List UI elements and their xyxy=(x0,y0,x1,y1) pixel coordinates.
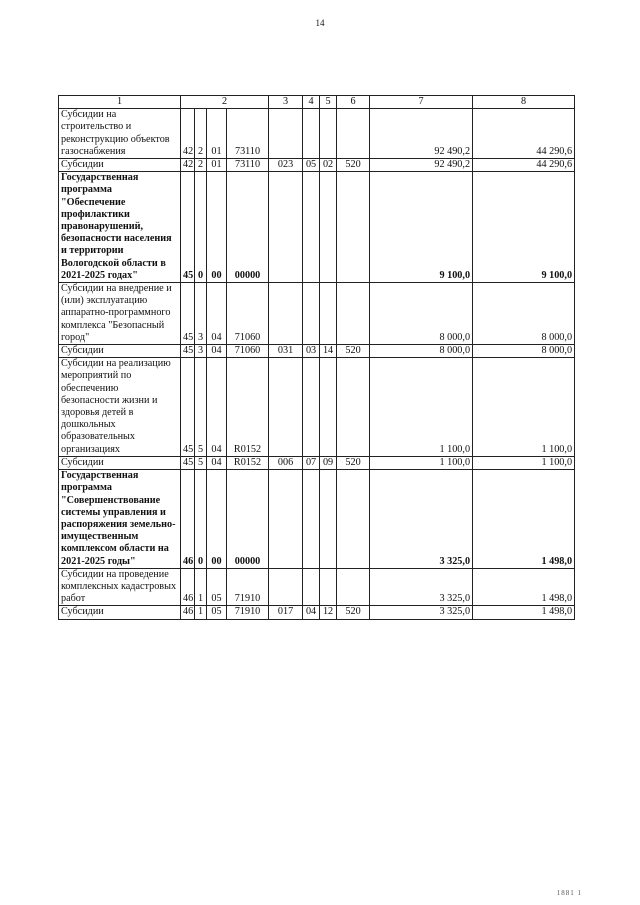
col7-amount-cell: 1 100,0 xyxy=(370,456,473,469)
code-direction-cell: 73110 xyxy=(227,109,269,159)
col8-amount-cell: 9 100,0 xyxy=(473,172,575,283)
col3-cell: 017 xyxy=(269,606,303,619)
col4-cell xyxy=(303,283,320,345)
code-item-cell: 04 xyxy=(207,283,227,345)
col8-amount-cell: 1 498,0 xyxy=(473,470,575,569)
code-subprogram-cell: 1 xyxy=(195,568,207,606)
col6-cell xyxy=(337,568,370,606)
table-row xyxy=(59,606,575,619)
code-item-cell: 01 xyxy=(207,159,227,172)
col3-cell xyxy=(269,358,303,457)
row-name-cell: Субсидии xyxy=(59,159,181,172)
code-direction-cell: 71910 xyxy=(227,568,269,606)
table-row xyxy=(59,172,575,283)
header-cell-2: 2 xyxy=(181,96,269,109)
code-program-cell: 45 xyxy=(181,358,195,457)
table-body xyxy=(59,96,575,620)
code-direction-cell: 00000 xyxy=(227,470,269,569)
col8-amount-cell: 8 000,0 xyxy=(473,283,575,345)
col8-amount-cell: 1 498,0 xyxy=(473,606,575,619)
col8-amount-cell: 8 000,0 xyxy=(473,345,575,358)
col5-cell xyxy=(320,283,337,345)
header-cell-3: 3 xyxy=(269,96,303,109)
code-subprogram-cell: 3 xyxy=(195,345,207,358)
code-program-cell: 45 xyxy=(181,172,195,283)
col8-amount-cell: 44 290,6 xyxy=(473,159,575,172)
footer-mark: 1881 1 xyxy=(556,889,582,897)
code-direction-cell: 71060 xyxy=(227,345,269,358)
col3-cell xyxy=(269,568,303,606)
col4-cell: 05 xyxy=(303,159,320,172)
code-item-cell: 04 xyxy=(207,358,227,457)
col7-amount-cell: 9 100,0 xyxy=(370,172,473,283)
header-cell-8: 8 xyxy=(473,96,575,109)
col7-amount-cell: 92 490,2 xyxy=(370,159,473,172)
col8-amount-cell: 1 100,0 xyxy=(473,456,575,469)
code-subprogram-cell: 5 xyxy=(195,358,207,457)
col3-cell: 023 xyxy=(269,159,303,172)
header-cell-6: 6 xyxy=(337,96,370,109)
col4-cell xyxy=(303,172,320,283)
col6-cell xyxy=(337,470,370,569)
col7-amount-cell: 3 325,0 xyxy=(370,470,473,569)
col4-cell xyxy=(303,109,320,159)
col3-cell xyxy=(269,283,303,345)
col3-cell xyxy=(269,470,303,569)
code-direction-cell: 73110 xyxy=(227,159,269,172)
row-name-cell: Субсидии на внедрение и (или) эксплуатацию аппаратно-программного комплекса "Безопасный город" xyxy=(59,283,181,345)
col7-amount-cell: 3 325,0 xyxy=(370,606,473,619)
col5-cell: 02 xyxy=(320,159,337,172)
code-program-cell: 42 xyxy=(181,109,195,159)
col4-cell: 07 xyxy=(303,456,320,469)
col8-amount-cell: 44 290,6 xyxy=(473,109,575,159)
code-item-cell: 05 xyxy=(207,606,227,619)
code-subprogram-cell: 1 xyxy=(195,606,207,619)
col5-cell xyxy=(320,568,337,606)
code-item-cell: 05 xyxy=(207,568,227,606)
col5-cell xyxy=(320,172,337,283)
header-cell-7: 7 xyxy=(370,96,473,109)
col4-cell: 03 xyxy=(303,345,320,358)
table-row xyxy=(59,159,575,172)
table-row xyxy=(59,358,575,457)
header-row xyxy=(59,96,575,109)
budget-table xyxy=(58,95,575,620)
col6-cell xyxy=(337,283,370,345)
table-row xyxy=(59,470,575,569)
col7-amount-cell: 8 000,0 xyxy=(370,345,473,358)
header-cell-1: 1 xyxy=(59,96,181,109)
code-program-cell: 46 xyxy=(181,568,195,606)
code-item-cell: 04 xyxy=(207,456,227,469)
table-row xyxy=(59,456,575,469)
col4-cell xyxy=(303,470,320,569)
col7-amount-cell: 92 490,2 xyxy=(370,109,473,159)
code-direction-cell: 00000 xyxy=(227,172,269,283)
table-row xyxy=(59,283,575,345)
code-item-cell: 01 xyxy=(207,109,227,159)
row-name-cell: Субсидии на реализацию мероприятий по обеспечению безопасности жизни и здоровья детей в дошкольных образовательных организациях xyxy=(59,358,181,457)
code-item-cell: 04 xyxy=(207,345,227,358)
row-name-cell: Субсидии xyxy=(59,456,181,469)
col3-cell: 006 xyxy=(269,456,303,469)
col6-cell: 520 xyxy=(337,456,370,469)
page-number: 14 xyxy=(315,18,325,28)
col5-cell: 14 xyxy=(320,345,337,358)
row-name-cell: Субсидии xyxy=(59,345,181,358)
col8-amount-cell: 1 498,0 xyxy=(473,568,575,606)
col8-amount-cell: 1 100,0 xyxy=(473,358,575,457)
header-cell-5: 5 xyxy=(320,96,337,109)
col6-cell: 520 xyxy=(337,159,370,172)
header-cell-4: 4 xyxy=(303,96,320,109)
row-name-cell: Субсидии на строительство и реконструкцию объектов газоснабжения xyxy=(59,109,181,159)
col5-cell xyxy=(320,470,337,569)
col6-cell: 520 xyxy=(337,606,370,619)
col4-cell xyxy=(303,568,320,606)
col6-cell xyxy=(337,172,370,283)
col5-cell: 09 xyxy=(320,456,337,469)
code-direction-cell: 71060 xyxy=(227,283,269,345)
code-item-cell: 00 xyxy=(207,470,227,569)
code-item-cell: 00 xyxy=(207,172,227,283)
code-program-cell: 46 xyxy=(181,470,195,569)
col6-cell xyxy=(337,358,370,457)
col4-cell xyxy=(303,358,320,457)
code-direction-cell: R0152 xyxy=(227,456,269,469)
col7-amount-cell: 8 000,0 xyxy=(370,283,473,345)
code-subprogram-cell: 2 xyxy=(195,159,207,172)
code-subprogram-cell: 5 xyxy=(195,456,207,469)
col3-cell xyxy=(269,172,303,283)
code-program-cell: 45 xyxy=(181,283,195,345)
code-subprogram-cell: 0 xyxy=(195,470,207,569)
code-direction-cell: R0152 xyxy=(227,358,269,457)
code-direction-cell: 71910 xyxy=(227,606,269,619)
col3-cell: 031 xyxy=(269,345,303,358)
table-row xyxy=(59,568,575,606)
code-program-cell: 45 xyxy=(181,345,195,358)
col4-cell: 04 xyxy=(303,606,320,619)
row-name-cell: Государственная программа "Обеспечение профилактики правонарушений, безопасности населения и территории Вологодской области в 2021-2025 годах" xyxy=(59,172,181,283)
col5-cell: 12 xyxy=(320,606,337,619)
code-subprogram-cell: 0 xyxy=(195,172,207,283)
table-row xyxy=(59,345,575,358)
row-name-cell: Субсидии xyxy=(59,606,181,619)
code-subprogram-cell: 2 xyxy=(195,109,207,159)
col5-cell xyxy=(320,109,337,159)
col6-cell xyxy=(337,109,370,159)
col6-cell: 520 xyxy=(337,345,370,358)
code-subprogram-cell: 3 xyxy=(195,283,207,345)
col7-amount-cell: 1 100,0 xyxy=(370,358,473,457)
table-row xyxy=(59,109,575,159)
code-program-cell: 46 xyxy=(181,606,195,619)
code-program-cell: 42 xyxy=(181,159,195,172)
col7-amount-cell: 3 325,0 xyxy=(370,568,473,606)
col5-cell xyxy=(320,358,337,457)
col3-cell xyxy=(269,109,303,159)
code-program-cell: 45 xyxy=(181,456,195,469)
row-name-cell: Субсидии на проведение комплексных кадастровых работ xyxy=(59,568,181,606)
row-name-cell: Государственная программа "Совершенствование системы управления и распоряжения земельно-имущественным комплексом области на 2021-2025 годы" xyxy=(59,470,181,569)
